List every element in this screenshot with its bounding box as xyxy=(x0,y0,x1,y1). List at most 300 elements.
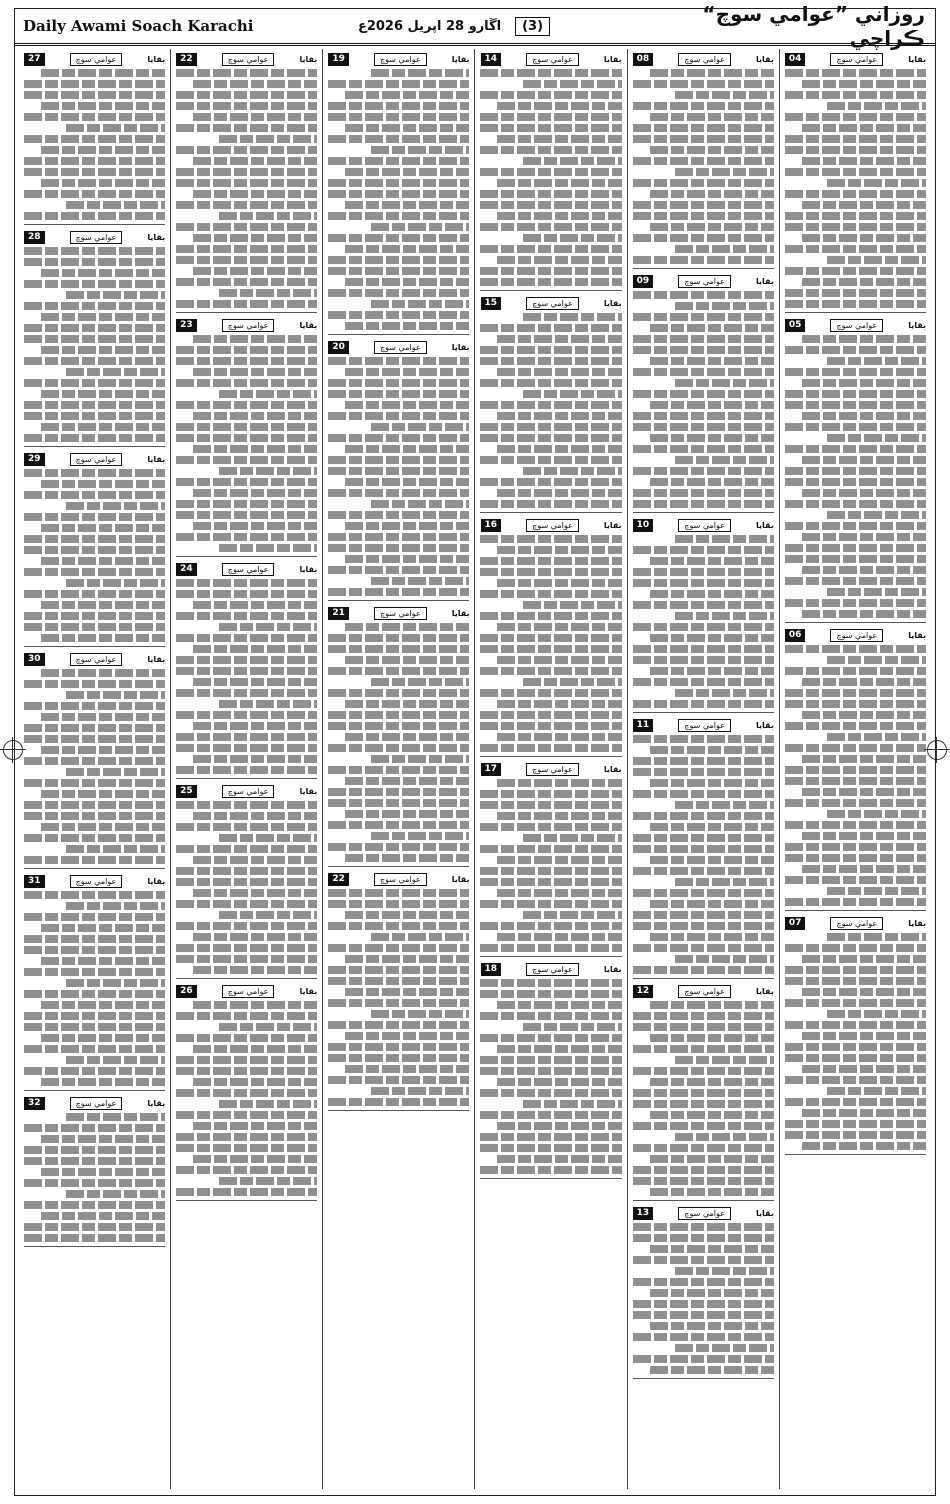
story-header xyxy=(176,985,317,998)
story-number: 06 xyxy=(785,629,806,642)
text-line xyxy=(24,135,165,143)
text-line xyxy=(24,779,165,787)
text-line xyxy=(176,711,317,719)
text-line xyxy=(497,579,621,587)
story-header xyxy=(785,629,926,642)
text-line xyxy=(650,1366,774,1374)
story-label: بقايا xyxy=(908,919,926,928)
text-line xyxy=(523,80,622,88)
text-line xyxy=(176,656,317,664)
text-line xyxy=(480,146,621,154)
text-line xyxy=(802,533,926,541)
text-line xyxy=(371,933,470,941)
text-line xyxy=(480,979,621,987)
text-line xyxy=(176,1111,317,1119)
text-line xyxy=(633,1177,774,1185)
text-line xyxy=(24,434,165,442)
text-line xyxy=(66,201,165,209)
text-line xyxy=(219,911,318,919)
text-line xyxy=(827,1010,926,1018)
text-line xyxy=(328,80,469,88)
news-story xyxy=(328,341,469,601)
text-line xyxy=(345,555,469,563)
text-line xyxy=(371,755,470,763)
text-line xyxy=(176,179,317,187)
story-label: بقايا xyxy=(299,565,318,574)
text-line xyxy=(24,1045,165,1053)
text-line xyxy=(41,746,165,754)
text-line xyxy=(675,689,774,697)
story-tag: عوامي سوچ xyxy=(70,653,123,666)
text-line xyxy=(633,80,774,88)
text-line xyxy=(345,733,469,741)
story-tag: عوامي سوچ xyxy=(526,297,579,310)
text-line xyxy=(328,256,469,264)
text-line xyxy=(176,1067,317,1075)
text-line xyxy=(41,179,165,187)
text-line xyxy=(193,368,317,376)
story-header xyxy=(480,963,621,976)
story-label: بقايا xyxy=(147,233,166,242)
text-line xyxy=(827,256,926,264)
text-line xyxy=(193,856,317,864)
text-line xyxy=(497,1078,621,1086)
story-number: 28 xyxy=(24,231,45,244)
text-line xyxy=(24,379,165,387)
text-line xyxy=(176,146,317,154)
text-line xyxy=(41,823,165,831)
text-line xyxy=(785,346,926,354)
text-line xyxy=(328,234,469,242)
text-line xyxy=(24,968,165,976)
text-line xyxy=(633,467,774,475)
text-line xyxy=(24,1023,165,1031)
story-header xyxy=(480,763,621,776)
text-line xyxy=(176,733,317,741)
text-line xyxy=(650,1289,774,1297)
story-header xyxy=(176,319,317,332)
text-line xyxy=(827,357,926,365)
news-story xyxy=(785,53,926,313)
text-line xyxy=(41,669,165,677)
story-tag: عوامي سوچ xyxy=(526,963,579,976)
text-line xyxy=(785,267,926,275)
text-line xyxy=(24,1124,165,1132)
text-line xyxy=(633,757,774,765)
text-line xyxy=(24,212,165,220)
text-line xyxy=(328,434,469,442)
text-line xyxy=(193,645,317,653)
text-line xyxy=(193,812,317,820)
text-line xyxy=(497,656,621,664)
text-line xyxy=(497,256,621,264)
text-line xyxy=(176,1034,317,1042)
text-line xyxy=(785,544,926,552)
story-divider xyxy=(176,556,317,557)
story-header xyxy=(785,319,926,332)
text-line xyxy=(41,423,165,431)
text-line xyxy=(345,445,469,453)
text-line xyxy=(219,467,318,475)
text-line xyxy=(785,423,926,431)
text-line xyxy=(193,1078,317,1086)
text-line xyxy=(802,1065,926,1073)
text-line xyxy=(193,80,317,88)
text-line xyxy=(785,689,926,697)
story-header xyxy=(328,341,469,354)
story-tag: عوامي سوچ xyxy=(526,519,579,532)
text-line xyxy=(193,157,317,165)
text-line xyxy=(24,535,165,543)
text-line xyxy=(66,979,165,987)
story-header xyxy=(24,875,165,888)
text-line xyxy=(633,568,774,576)
text-line xyxy=(480,1144,621,1152)
text-line xyxy=(41,634,165,642)
text-line xyxy=(328,788,469,796)
news-story xyxy=(480,297,621,513)
story-header xyxy=(633,519,774,532)
text-line xyxy=(24,1067,165,1075)
text-line xyxy=(345,911,469,919)
text-line xyxy=(785,401,926,409)
text-line xyxy=(24,1146,165,1154)
text-line xyxy=(675,878,774,886)
text-line xyxy=(785,390,926,398)
story-header xyxy=(480,53,621,66)
text-line xyxy=(24,568,165,576)
text-line xyxy=(41,524,165,532)
text-line xyxy=(193,889,317,897)
text-line xyxy=(193,234,317,242)
text-line xyxy=(497,135,621,143)
text-line xyxy=(497,856,621,864)
text-line xyxy=(41,924,165,932)
news-story xyxy=(24,53,165,225)
text-line xyxy=(328,922,469,930)
text-line xyxy=(345,168,469,176)
text-line xyxy=(480,379,621,387)
text-line xyxy=(24,812,165,820)
news-story xyxy=(480,53,621,291)
text-line xyxy=(633,445,774,453)
text-line xyxy=(523,313,622,321)
news-story xyxy=(24,875,165,1091)
text-line xyxy=(633,313,774,321)
text-line xyxy=(345,1065,469,1073)
text-line xyxy=(785,667,926,675)
text-line xyxy=(24,702,165,710)
text-line xyxy=(497,412,621,420)
text-line xyxy=(785,722,926,730)
text-line xyxy=(480,201,621,209)
text-line xyxy=(176,1166,317,1174)
text-line xyxy=(66,691,165,699)
text-line xyxy=(633,1012,774,1020)
text-line xyxy=(328,1098,469,1106)
text-line xyxy=(24,157,165,165)
text-line xyxy=(176,456,317,464)
issue-date: اڱارو 28 اپريل 2026ع xyxy=(357,18,502,34)
text-line xyxy=(650,223,774,231)
text-line xyxy=(328,379,469,387)
text-line xyxy=(650,401,774,409)
text-line xyxy=(176,168,317,176)
news-story xyxy=(328,53,469,335)
text-line xyxy=(345,245,469,253)
story-number: 07 xyxy=(785,917,806,930)
text-line xyxy=(371,423,470,431)
text-line xyxy=(41,1212,165,1220)
story-tag: عوامي سوچ xyxy=(222,563,275,576)
text-line xyxy=(24,1012,165,1020)
news-story xyxy=(480,963,621,1179)
text-line xyxy=(176,922,317,930)
story-tag: عوامي سوچ xyxy=(678,985,731,998)
text-line xyxy=(633,834,774,842)
story-tag: عوامي سوچ xyxy=(70,875,123,888)
text-line xyxy=(802,865,926,873)
text-line xyxy=(785,977,926,985)
news-story xyxy=(24,453,165,647)
story-header xyxy=(633,275,774,288)
page-number: (3) xyxy=(515,17,550,36)
text-line xyxy=(176,579,317,587)
text-line xyxy=(650,779,774,787)
text-line xyxy=(328,645,469,653)
story-tag: عوامي سوچ xyxy=(374,53,427,66)
text-line xyxy=(24,80,165,88)
text-line xyxy=(785,766,926,774)
text-line xyxy=(371,678,470,686)
text-line xyxy=(650,746,774,754)
text-line xyxy=(328,267,469,275)
text-line xyxy=(328,900,469,908)
story-header xyxy=(480,519,621,532)
story-tag: عوامي سوچ xyxy=(222,319,275,332)
text-line xyxy=(802,988,926,996)
text-line xyxy=(24,357,165,365)
text-line xyxy=(802,412,926,420)
text-line xyxy=(650,1245,774,1253)
text-line xyxy=(633,1278,774,1286)
text-line xyxy=(66,845,165,853)
text-line xyxy=(785,744,926,752)
text-line xyxy=(633,1045,774,1053)
text-line xyxy=(176,357,317,365)
text-line xyxy=(802,711,926,719)
text-line xyxy=(633,735,774,743)
text-line xyxy=(633,135,774,143)
text-line xyxy=(480,434,621,442)
story-tag: عوامي سوچ xyxy=(374,873,427,886)
text-line xyxy=(497,812,621,820)
news-story xyxy=(785,629,926,911)
text-line xyxy=(802,1109,926,1117)
text-line xyxy=(371,300,470,308)
text-line xyxy=(633,1256,774,1264)
text-line xyxy=(480,267,621,275)
text-line xyxy=(193,445,317,453)
story-number: 23 xyxy=(176,319,197,332)
text-line xyxy=(328,456,469,464)
story-number: 27 xyxy=(24,53,45,66)
text-line xyxy=(219,1100,318,1108)
story-number: 20 xyxy=(328,341,349,354)
story-header xyxy=(633,53,774,66)
story-label: بقايا xyxy=(147,877,166,886)
text-line xyxy=(41,790,165,798)
text-line xyxy=(66,1190,165,1198)
text-line xyxy=(24,913,165,921)
story-number: 24 xyxy=(176,563,197,576)
text-line xyxy=(193,267,317,275)
text-line xyxy=(802,278,926,286)
story-number: 11 xyxy=(633,719,654,732)
text-line xyxy=(523,601,622,609)
story-tag: عوامي سوچ xyxy=(222,985,275,998)
news-story xyxy=(176,985,317,1201)
story-divider xyxy=(328,866,469,867)
story-divider xyxy=(785,622,926,623)
text-line xyxy=(480,845,621,853)
story-tag: عوامي سوچ xyxy=(70,53,123,66)
text-line xyxy=(328,1076,469,1084)
text-line xyxy=(66,502,165,510)
story-divider xyxy=(176,312,317,313)
text-line xyxy=(480,168,621,176)
text-line xyxy=(24,280,165,288)
text-line xyxy=(24,623,165,631)
text-line xyxy=(66,579,165,587)
story-header xyxy=(176,785,317,798)
text-line xyxy=(675,91,774,99)
text-line xyxy=(785,898,926,906)
text-line xyxy=(650,667,774,675)
text-line xyxy=(24,1234,165,1242)
text-line xyxy=(523,467,622,475)
text-line xyxy=(328,412,469,420)
text-line xyxy=(219,289,318,297)
text-line xyxy=(785,1076,926,1084)
text-line xyxy=(650,1078,774,1086)
text-line xyxy=(633,102,774,110)
text-line xyxy=(785,777,926,785)
text-line xyxy=(497,445,621,453)
text-line xyxy=(41,557,165,565)
text-line xyxy=(371,146,470,154)
text-line xyxy=(650,1111,774,1119)
text-line xyxy=(24,513,165,521)
text-line xyxy=(785,944,926,952)
text-line xyxy=(328,722,469,730)
text-line xyxy=(328,311,469,319)
news-story xyxy=(24,1097,165,1247)
story-divider xyxy=(633,512,774,513)
text-line xyxy=(480,223,621,231)
text-line xyxy=(480,801,621,809)
story-header xyxy=(24,231,165,244)
text-line xyxy=(24,190,165,198)
text-line xyxy=(675,456,774,464)
story-number: 31 xyxy=(24,875,45,888)
text-line xyxy=(785,645,926,653)
story-divider xyxy=(633,712,774,713)
text-line xyxy=(802,80,926,88)
text-line xyxy=(66,291,165,299)
text-line xyxy=(827,656,926,664)
story-tag: عوامي سوچ xyxy=(678,53,731,66)
text-line xyxy=(497,212,621,220)
text-line xyxy=(176,867,317,875)
text-line xyxy=(176,590,317,598)
text-line xyxy=(176,1089,317,1097)
text-line xyxy=(24,335,165,343)
text-line xyxy=(193,601,317,609)
text-line xyxy=(176,1056,317,1064)
urdu-title: روزاني ”عوامي سوچ“ ڪراچي xyxy=(702,2,925,50)
text-line xyxy=(650,146,774,154)
text-line xyxy=(176,823,317,831)
story-label: بقايا xyxy=(299,55,318,64)
text-line xyxy=(328,944,469,952)
text-line xyxy=(497,1122,621,1130)
text-line xyxy=(219,700,318,708)
text-line xyxy=(24,612,165,620)
text-line xyxy=(24,412,165,420)
text-line xyxy=(176,256,317,264)
text-line xyxy=(41,346,165,354)
text-line xyxy=(24,401,165,409)
text-line xyxy=(480,790,621,798)
story-header xyxy=(24,53,165,66)
text-line xyxy=(328,689,469,697)
text-line xyxy=(480,1089,621,1097)
text-line xyxy=(176,346,317,354)
text-line xyxy=(371,1087,470,1095)
news-column xyxy=(170,49,322,1489)
text-line xyxy=(633,1023,774,1031)
text-line xyxy=(633,966,774,974)
text-line xyxy=(328,357,469,365)
text-line xyxy=(785,113,926,121)
english-title: Daily Awami Soach Karachi xyxy=(23,17,254,35)
text-line xyxy=(785,1021,926,1029)
text-line xyxy=(345,623,469,631)
text-line xyxy=(66,768,165,776)
text-line xyxy=(176,379,317,387)
text-line xyxy=(650,856,774,864)
text-line xyxy=(24,302,165,310)
text-line xyxy=(785,1098,926,1106)
news-column xyxy=(322,49,474,1489)
news-story xyxy=(176,319,317,557)
story-divider xyxy=(785,910,926,911)
text-line xyxy=(675,302,774,310)
text-line xyxy=(176,401,317,409)
story-number: 14 xyxy=(481,53,502,66)
text-line xyxy=(176,1188,317,1196)
text-line xyxy=(650,1155,774,1163)
text-line xyxy=(785,69,926,77)
story-label: بقايا xyxy=(299,321,318,330)
story-divider xyxy=(785,1154,926,1155)
text-line xyxy=(328,843,469,851)
news-story xyxy=(176,785,317,979)
text-line xyxy=(785,300,926,308)
text-line xyxy=(650,590,774,598)
text-line xyxy=(176,91,317,99)
